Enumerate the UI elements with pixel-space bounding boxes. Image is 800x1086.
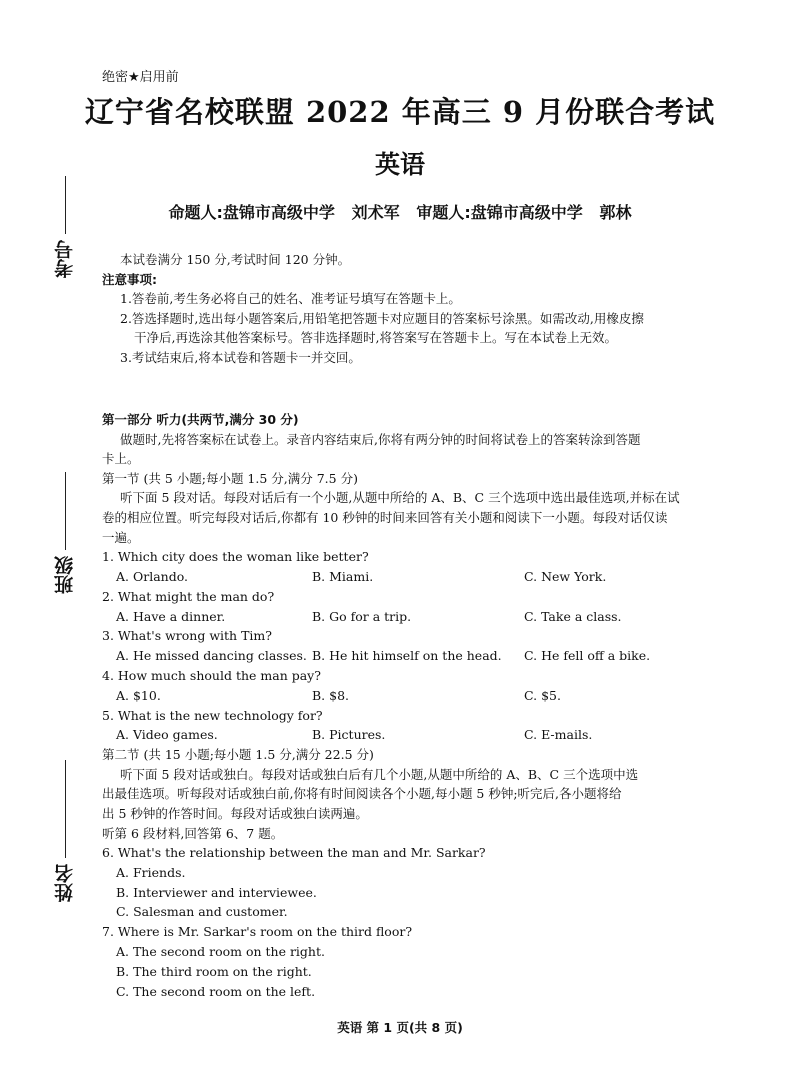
subject-title: 英语 — [374, 150, 425, 179]
question-3 — [102, 626, 764, 666]
note-item: 1.答卷前,考生务必将自己的姓名、准考证号填写在答题卡上。 — [120, 291, 461, 307]
option-b: B. The third room on the right. — [116, 963, 312, 979]
question-5 — [102, 706, 764, 746]
question-text: 7. Where is Mr. Sarkar's room on the third floor? — [102, 924, 413, 940]
options-row — [102, 646, 764, 666]
section-one-instructions: 听下面 5 段对话。每段对话后有一个小题,从题中所给的 A、B、C 三个选项中选出最佳选项,并标在试 — [120, 490, 680, 506]
question-text: 5. What is the new technology for? — [102, 707, 323, 723]
exam-number-label: 考号 — [53, 240, 76, 278]
question-1 — [102, 547, 764, 587]
instructions-block — [102, 250, 764, 368]
note-item: 3.考试结束后,将本试卷和答题卡一并交回。 — [120, 349, 361, 365]
section-one-title: 第一节 (共 5 小题;每小题 1.5 分,满分 7.5 分) — [102, 470, 358, 486]
question-2 — [102, 587, 764, 627]
section-two-instructions: 出 5 秒钟的作答时间。每段对话或独白读两遍。 — [102, 805, 368, 821]
name-line — [65, 760, 66, 858]
option-a: A. $10. — [116, 687, 161, 703]
class-field — [48, 472, 82, 594]
option-b: B. Miami. — [312, 568, 374, 584]
question-4 — [102, 666, 764, 706]
name-label: 姓名 — [53, 864, 76, 902]
note-item: 2.答选择题时,选出每小题答案后,用铅笔把答题卡对应题目的答案标号涂黑。如需改动,用橡皮擦 — [120, 310, 644, 326]
name-field — [48, 760, 82, 902]
option-c: C. The second room on the left. — [116, 983, 316, 999]
section-two-instructions: 出最佳选项。听每段对话或独白前,你将有时间阅读各个小题,每小题 5 秒钟;听完后,各小题将给 — [102, 786, 622, 802]
binding-strip — [48, 150, 82, 910]
option-b: B. Go for a trip. — [312, 608, 412, 624]
page-footer: 英语 第 1 页(共 8 页) — [337, 1020, 463, 1035]
options-row — [102, 725, 764, 745]
exam-number-field — [48, 176, 82, 278]
option-c: C. Salesman and customer. — [116, 904, 288, 920]
notes-title: 注意事项: — [102, 271, 157, 287]
section-two-title: 第二节 (共 15 小题;每小题 1.5 分,满分 22.5 分) — [102, 747, 374, 763]
question-text: 1. Which city does the woman like better? — [102, 549, 369, 565]
option-c: C. Take a class. — [524, 608, 622, 624]
option-b: B. Interviewer and interviewee. — [116, 884, 317, 900]
option-c: C. $5. — [524, 687, 561, 703]
option-a: A. Friends. — [116, 864, 186, 880]
option-b: B. He hit himself on the head. — [312, 648, 502, 664]
option-a: A. He missed dancing classes. — [116, 648, 307, 664]
section-one-instructions: 卷的相应位置。听完每段对话后,你都有 10 秒钟的时间来回答有关小题和阅读下一小题。每段对话仅读 — [102, 509, 668, 525]
question-6 — [102, 843, 764, 922]
option-c: C. E-mails. — [524, 727, 593, 743]
option-c: C. New York. — [524, 568, 607, 584]
note-item: 干净后,再选涂其他答案标号。答非选择题时,将答案写在答题卡上。写在本试卷上无效。 — [134, 330, 617, 346]
option-a: A. Orlando. — [116, 568, 188, 584]
exam-title: 辽宁省名校联盟 2022 年高三 9 月份联合考试 — [84, 95, 716, 129]
options-row — [102, 686, 764, 706]
question-7 — [102, 922, 764, 1001]
section-one-instructions: 一遍。 — [102, 529, 140, 545]
part-one-title: 第一部分 听力(共两节,满分 30 分) — [102, 412, 299, 427]
section-two-instructions: 听下面 5 段对话或独白。每段对话或独白后有几个小题,从题中所给的 A、B、C 三个选项中选 — [120, 766, 639, 782]
part-one — [102, 410, 764, 1001]
part-one-instructions: 卡上。 — [102, 451, 140, 467]
option-a: A. The second room on the right. — [116, 944, 325, 960]
material-instruction: 听第 6 段材料,回答第 6、7 题。 — [102, 825, 284, 841]
question-text: 2. What might the man do? — [102, 588, 275, 604]
question-text: 3. What's wrong with Tim? — [102, 628, 272, 644]
class-line — [65, 472, 66, 550]
authors-line: 命题人:盘锦市高级中学 刘术军 审题人:盘锦市高级中学 郭林 — [168, 203, 632, 222]
question-text: 6. What's the relationship between the man and Mr. Sarkar? — [102, 845, 486, 861]
options-row — [102, 567, 764, 587]
part-one-instructions: 做题时,先将答案标在试卷上。录音内容结束后,你将有两分钟的时间将试卷上的答案转涂到答题 — [120, 431, 641, 447]
option-c: C. He fell off a bike. — [524, 648, 651, 664]
option-a: A. Video games. — [116, 727, 218, 743]
score-time-text: 本试卷满分 150 分,考试时间 120 分钟。 — [120, 252, 351, 267]
option-b: B. $8. — [312, 687, 350, 703]
option-a: A. Have a dinner. — [116, 608, 226, 624]
options-row — [102, 607, 764, 627]
confidential-mark: 绝密★启用前 — [102, 70, 179, 85]
question-text: 4. How much should the man pay? — [102, 667, 321, 683]
class-label: 班级 — [53, 556, 76, 594]
option-b: B. Pictures. — [312, 727, 386, 743]
